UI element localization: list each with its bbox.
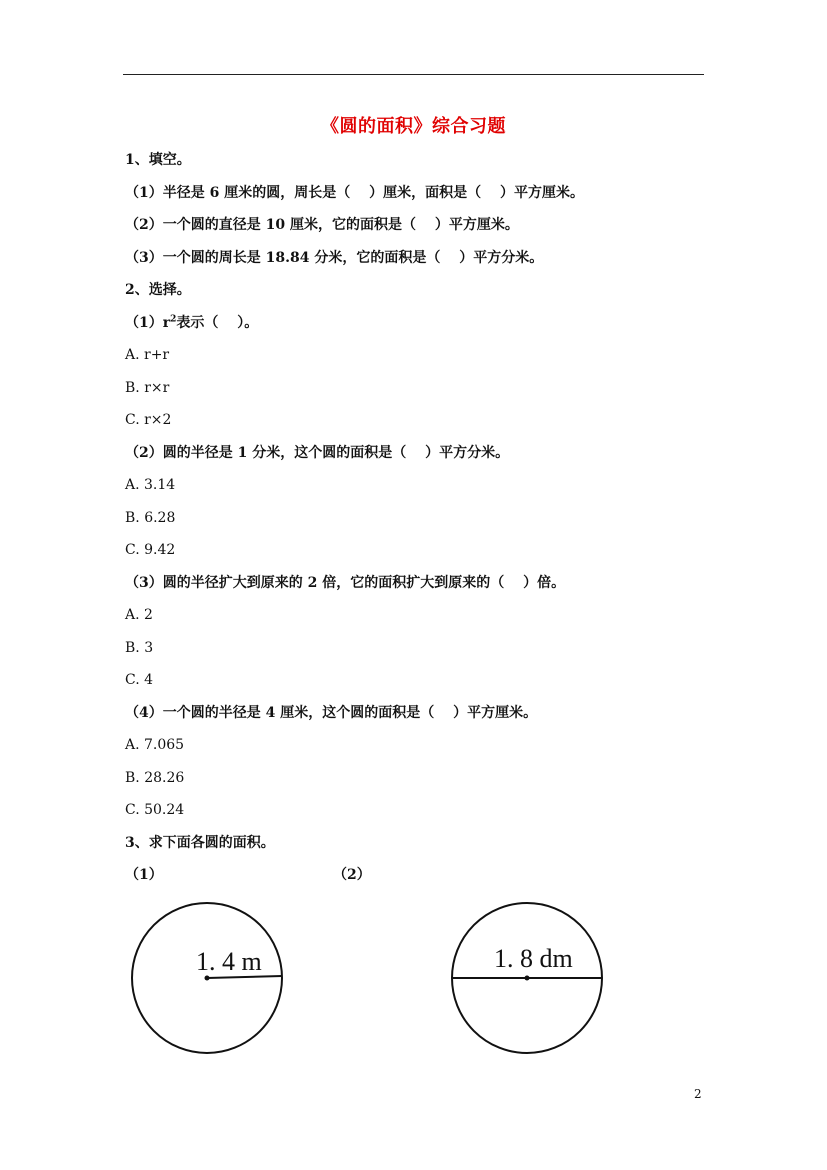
radius-label: 1. 4 m	[196, 947, 262, 976]
radius-line	[207, 976, 282, 978]
circle-figure-diameter	[448, 900, 606, 1058]
choice-question-1	[125, 314, 258, 332]
option-c: C. 9.42	[125, 542, 176, 558]
center-point	[525, 976, 530, 981]
choice-question-4: （4）一个圆的半径是 4 厘米，这个圆的面积是（ ）平方厘米。	[125, 705, 538, 721]
fill-question-3: （3）一个圆的周长是 18.84 分米，它的面积是（ ）平方分米。	[125, 250, 544, 266]
option-b: B. 28.26	[125, 770, 185, 786]
option-c: C. 4	[125, 672, 154, 688]
section1-heading: 1、填空。	[125, 152, 191, 168]
option-c: C. 50.24	[125, 802, 185, 818]
option-a: A. 7.065	[125, 737, 185, 753]
choice-question-2: （2）圆的半径是 1 分米，这个圆的面积是（ ）平方分米。	[125, 445, 510, 461]
option-c: C. r×2	[125, 412, 172, 428]
figure-2-label: （2）	[333, 867, 371, 883]
section2-heading: 2、选择。	[125, 282, 191, 298]
option-b: B. r×r	[125, 380, 170, 396]
option-a: A. 3.14	[125, 477, 176, 493]
circle-figure-radius	[128, 900, 290, 1058]
choice-question-3: （3）圆的半径扩大到原来的 2 倍，它的面积扩大到原来的（ ）倍。	[125, 575, 566, 591]
center-point	[205, 976, 210, 981]
page-number: 2	[694, 1087, 702, 1101]
superscript-2: 2	[170, 314, 177, 325]
fill-question-2: （2）一个圆的直径是 10 厘米，它的面积是（ ）平方厘米。	[125, 217, 519, 233]
choice-question-1-prefix: （1）r	[125, 315, 171, 331]
diameter-label: 1. 8 dm	[494, 944, 573, 973]
option-b: B. 3	[125, 640, 154, 656]
option-b: B. 6.28	[125, 510, 176, 526]
fill-question-1: （1）半径是 6 厘米的圆，周长是（ ）厘米，面积是（ ）平方厘米。	[125, 185, 584, 201]
choice-question-1-suffix: 表示（ ）。	[176, 315, 259, 331]
figure-1-label: （1）	[125, 867, 163, 883]
page-title: 《圆的面积》综合习题	[321, 116, 506, 137]
option-a: A. r+r	[125, 347, 170, 363]
option-a: A. 2	[125, 607, 153, 623]
section3-heading: 3、求下面各圆的面积。	[125, 835, 275, 851]
header-rule	[123, 74, 704, 75]
